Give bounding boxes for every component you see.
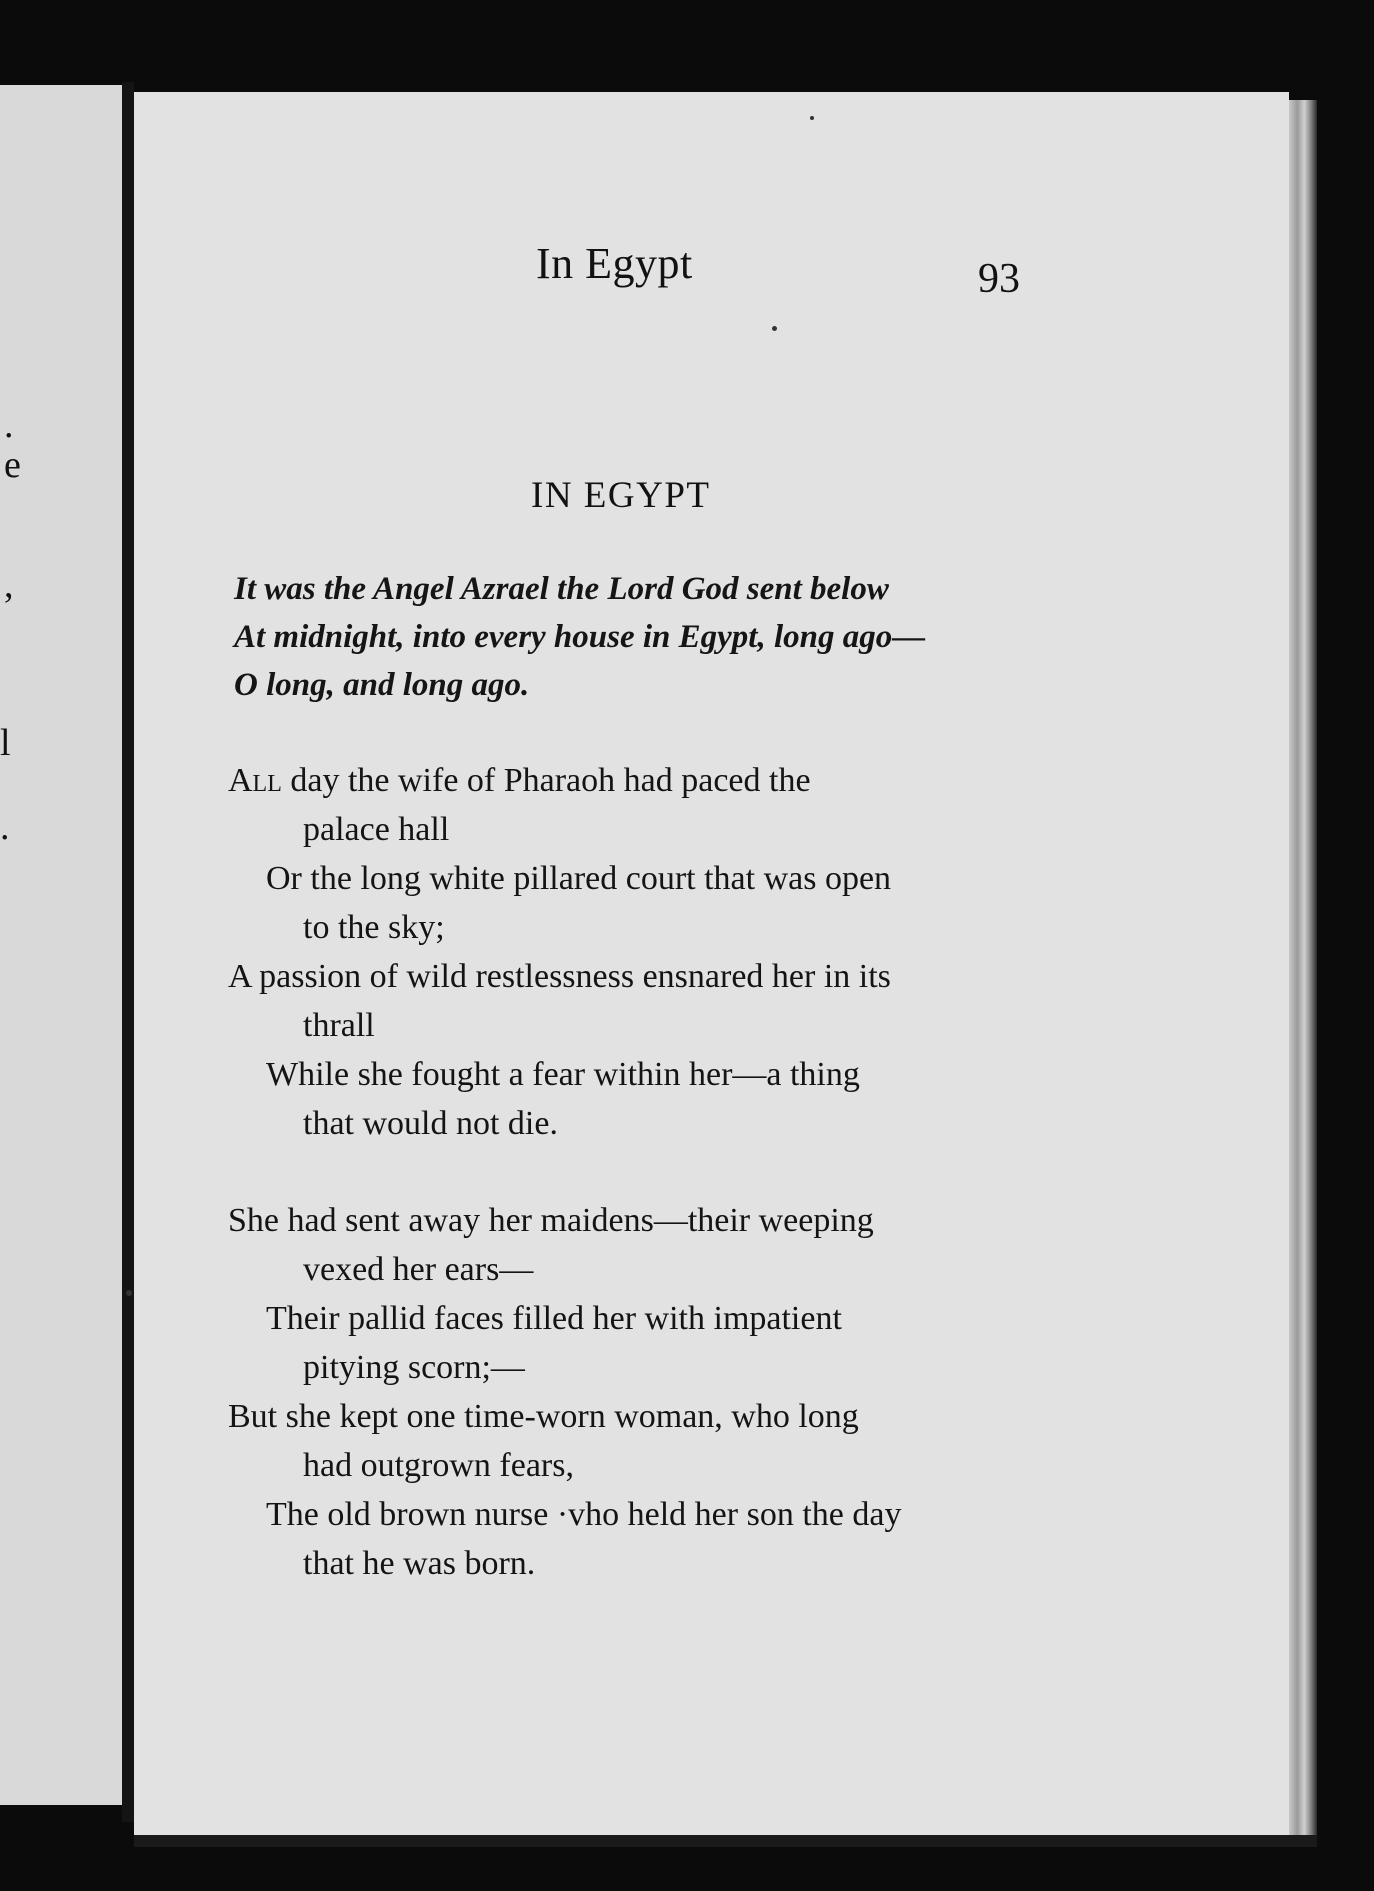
verse-line-turnover: to the sky; bbox=[303, 909, 445, 946]
verse-text: day the wife of Pharaoh had paced the bbox=[290, 762, 811, 799]
book-gutter bbox=[122, 82, 134, 1822]
page-number: 93 bbox=[978, 256, 1020, 302]
epigraph-line: O long, and long ago. bbox=[234, 667, 530, 703]
verse-line bbox=[228, 756, 1018, 805]
running-head: In Egypt bbox=[536, 239, 693, 288]
paper-speck bbox=[810, 116, 814, 120]
drop-caps-word: All bbox=[228, 762, 282, 799]
verse-line: While she fought a fear within her—a thing bbox=[266, 1056, 860, 1093]
verse-line: Or the long white pillared court that was open bbox=[266, 860, 892, 897]
verse-line-turnover: had outgrown fears, bbox=[303, 1447, 574, 1484]
verse-line-turnover: vexed her ears— bbox=[303, 1251, 534, 1288]
verse-line: A passion of wild restlessness ensnared her in its bbox=[228, 958, 891, 995]
facing-page-fragment: , bbox=[4, 564, 14, 606]
verse-line: Their pallid faces filled her with impatient bbox=[266, 1300, 842, 1337]
poem-epigraph bbox=[234, 565, 1034, 709]
poem-title: IN EGYPT bbox=[531, 475, 711, 516]
paper-speck bbox=[126, 1290, 132, 1296]
facing-page-fragment: . bbox=[4, 404, 14, 446]
facing-page-fragment: . bbox=[0, 806, 10, 848]
paper-speck bbox=[772, 326, 777, 331]
verse-line-turnover: thrall bbox=[303, 1007, 375, 1044]
verse-line: But she kept one time-worn woman, who long bbox=[228, 1398, 859, 1435]
facing-page-edge bbox=[0, 85, 126, 1805]
verse-line: She had sent away her maidens—their weeping bbox=[228, 1202, 874, 1239]
stanza bbox=[228, 756, 1018, 1148]
verse-line-turnover: that he was born. bbox=[303, 1545, 536, 1582]
page-bottom-shadow bbox=[134, 1835, 1317, 1847]
facing-page-fragment: l bbox=[0, 722, 11, 764]
epigraph-line: It was the Angel Azrael the Lord God sent below bbox=[234, 571, 889, 607]
epigraph-line: At midnight, into every house in Egypt, long ago— bbox=[234, 619, 926, 655]
stanza bbox=[228, 1196, 1018, 1588]
verse-line: The old brown nurse ·vho held her son the day bbox=[266, 1496, 902, 1533]
verse-line-turnover: palace hall bbox=[303, 811, 450, 848]
page-fore-edge bbox=[1289, 100, 1317, 1840]
verse-line-turnover: that would not die. bbox=[303, 1105, 558, 1142]
verse-line-turnover: pitying scorn;— bbox=[303, 1349, 525, 1386]
facing-page-fragment: e bbox=[4, 444, 21, 486]
